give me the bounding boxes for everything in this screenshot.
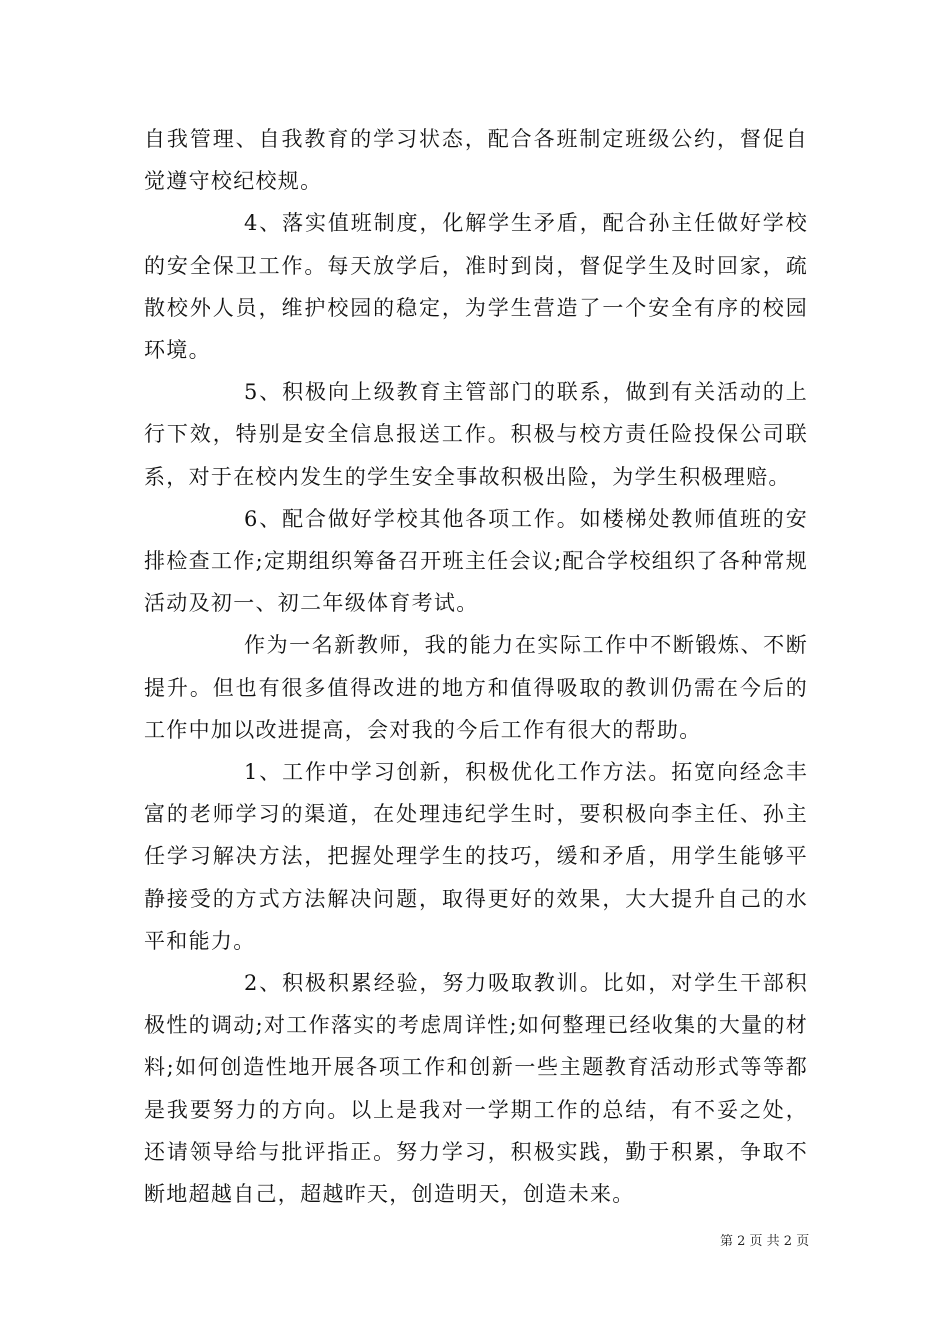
paragraph-reflection: 作为一名新教师，我的能力在实际工作中不断锻炼、不断提升。但也有很多值得改进的地方和值得吸取的教训仍需在今后的工作中加以改进提高，会对我的今后工作有很大的帮助。 bbox=[144, 633, 808, 742]
page-number: 第 2 页 共 2 页 bbox=[720, 1234, 810, 1249]
paragraph-item-4: 4、落实值班制度，化解学生矛盾，配合孙主任做好学校的安全保卫工作。每天放学后，准时到岗，督促学生及时回家，疏散校外人员，维护校园的稳定，为学生营造了一个安全有序的校园环境。 bbox=[144, 211, 808, 363]
paragraph-item-6: 6、配合做好学校其他各项工作。如楼梯处教师值班的安排检查工作;定期组织筹备召开班主任会议;配合学校组织了各种常规活动及初一、初二年级体育考试。 bbox=[144, 506, 808, 616]
paragraph-continuation: 自我管理、自我教育的学习状态，配合各班制定班级公约，督促自觉遵守校纪校规。 bbox=[144, 127, 808, 194]
document-body bbox=[144, 118, 808, 1215]
paragraph-item-5: 5、积极向上级教育主管部门的联系，做到有关活动的上行下效，特别是安全信息报送工作。积极与校方责任险投保公司联系，对于在校内发生的学生安全事故积极出险，为学生积极理赔。 bbox=[144, 380, 808, 489]
paragraph-improvement-2: 2、积极积累经验，努力吸取教训。比如，对学生干部积极性的调动;对工作落实的考虑周详性;如何整理已经收集的大量的材料;如何创造性地开展各项工作和创新一些主题教育活动形式等等都是我要努力的方向。以上是我对一学期工作的总结，有不妥之处，还请领导给与批评指正。努力学习，积极实践，勤于积累，争取不断地超越自己，超越昨天，创造明天，创造未来。 bbox=[144, 971, 808, 1207]
paragraph-improvement-1: 1、工作中学习创新，积极优化工作方法。拓宽向经念丰富的老师学习的渠道，在处理违纪学生时，要积极向李主任、孙主任学习解决方法，把握处理学生的技巧，缓和矛盾，用学生能够平静接受的方式方法解决问题，取得更好的效果，大大提升自己的水平和能力。 bbox=[144, 760, 808, 953]
